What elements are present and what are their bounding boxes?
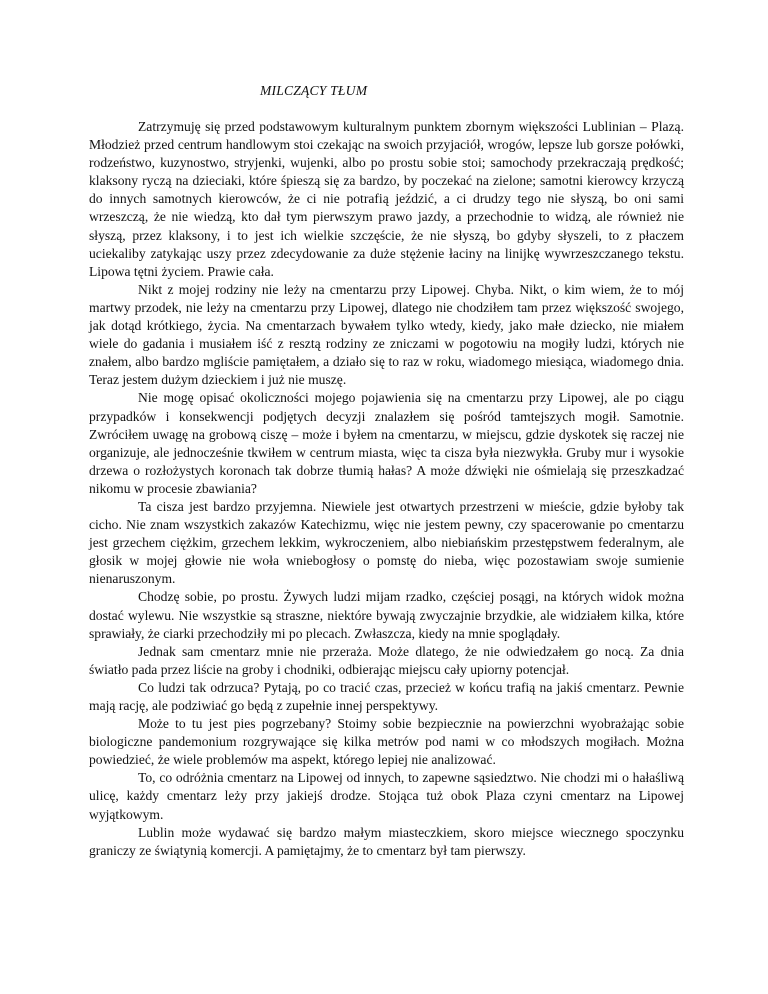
paragraph-9: To, co odróżnia cmentarz na Lipowej od innych, to zapewne sąsiedztwo. Nie chodzi mi o hałaśliwą ulicę, każdy cmentarz leży przy jakiejś drodze. Stojąca tuż obok Plaza czyni cmentarz na Lipowej wyjątkowym. — [89, 770, 684, 822]
paragraph-8: Może to tu jest pies pogrzebany? Stoimy sobie bezpiecznie na powierzchni wyobrażając sobie biologiczne pandemonium rozgrywające się kilka metrów pod nami w co młodszych mogiłach. Można powiedzieć, że wiele problemów ma aspekt, którego lepiej nie analizować. — [89, 716, 684, 768]
paragraph-1: Zatrzymuję się przed podstawowym kulturalnym punktem zbornym większości Lublinian – Plazą. Młodzież przed centrum handlowym stoi czekając na swoich przyjaciół, wrogów, lepsze lub gorsze połówki, rodzeństwo, kuzynostwo, stryjenki, wujenki, albo po prostu sobie stoi; samochody przekraczają prędkość; klaksony ryczą na dzieciaki, które śpieszą się za bardzo, by poczekać na zielone; samotni kierowcy krzyczą do innych samotnych kierowców, że ci nie potrafią jeździć, a ci drudzy tego nie słyszą, bo oni sami wrzeszczą, że nie wiedzą, kto dał tym pierwszym prawo jazdy, a przechodnie to widzą, ale również nie słyszą, przez klaksony, i to jest ich wielkie szczęście, że nie słyszą, bo gdyby słyszeli, to z płaczem uciekaliby zatykając uszy przez zdecydowanie za duże stężenie łaciny na linijkę wywrzeszczanego tekstu. Lipowa tętni życiem. Prawie cała. — [89, 119, 684, 279]
paragraph-7: Co ludzi tak odrzuca? Pytają, po co tracić czas, przecież w końcu trafią na jakiś cmentarz. Pewnie mają rację, ale podziwiać go będą z zupełnie innej perspektywy. — [89, 679, 684, 713]
paragraph-4: Ta cisza jest bardzo przyjemna. Niewiele jest otwartych przestrzeni w mieście, gdzie byłoby tak cicho. Nie znam wszystkich zakazów Katechizmu, więc nie jestem pewny, czy spacerowanie po cmentarzu jest grzechem ciężkim, grzechem lekkim, wykroczeniem, albo niebiańskim przestępstwem federalnym, ale głosik w mojej głowie nie woła wniebogłosy o pomstę do nieba, więc pozostawiam swoje sumienie nienaruszonym. — [89, 498, 684, 587]
paragraph-6: Jednak sam cmentarz mnie nie przeraża. Może dlatego, że nie odwiedzałem go nocą. Za dnia światło pada przez liście na groby i chodniki, odbierając miejscu cały upiorny potencjał. — [89, 643, 684, 677]
paragraph-2: Nikt z mojej rodziny nie leży na cmentarzu przy Lipowej. Chyba. Nikt, o kim wiem, że to mój martwy przodek, nie leży na cmentarzu przy Lipowej, dlatego nie chodziłem tam przez większość swojego, jak dotąd krótkiego, życia. Na cmentarzach bywałem tylko wtedy, kiedy, jako małe dziecko, nie miałem wiele do gadania i musiałem iść z resztą rodziny ze zniczami w pogotowiu na mogiły ludzi, których nie znałem, albo bardzo mgliście pamiętałem, a działo się to raz w roku, wiadomego miesiąca, wiadomego dnia. Teraz jestem dużym dzieckiem i już nie muszę. — [89, 281, 684, 388]
document-title: MILCZĄCY TŁUM — [260, 83, 368, 98]
paragraph-3: Nie mogę opisać okoliczności mojego pojawienia się na cmentarzu przy Lipowej, ale po ciągu przypadków i konsekwencji podjętych decyzji znalazłem się pośród tamtejszych mogił. Samotnie. Zwróciłem uwagę na grobową ciszę – może i byłem na cmentarzu, w miejscu, gdzie dyskotek się raczej nie organizuje, ale jednocześnie tkwiłem w centrum miasta, więc ta cisza była niezwykła. Gruby mur i wysokie drzewa o rozłożystych koronach tak dobrze tłumią hałas? A może dźwięki nie ośmielają się przeszkadzać nikomu w procesie zbawiania? — [89, 390, 684, 496]
paragraph-10: Lublin może wydawać się bardzo małym miasteczkiem, skoro miejsce wiecznego spoczynku graniczy ze świątynią komercji. A pamiętajmy, że to cmentarz był tam pierwszy. — [89, 824, 684, 858]
paragraph-5: Chodzę sobie, po prostu. Żywych ludzi mijam rzadko, częściej posągi, na których widok można dostać wylewu. Nie wszystkie są straszne, niektóre bywają zwyczajnie brzydkie, ale widziałem kilka, które sprawiały, że ciarki przechodziły mi po plecach. Zwłaszcza, kiedy na mnie spoglądały. — [89, 589, 684, 641]
document-page — [89, 82, 684, 860]
